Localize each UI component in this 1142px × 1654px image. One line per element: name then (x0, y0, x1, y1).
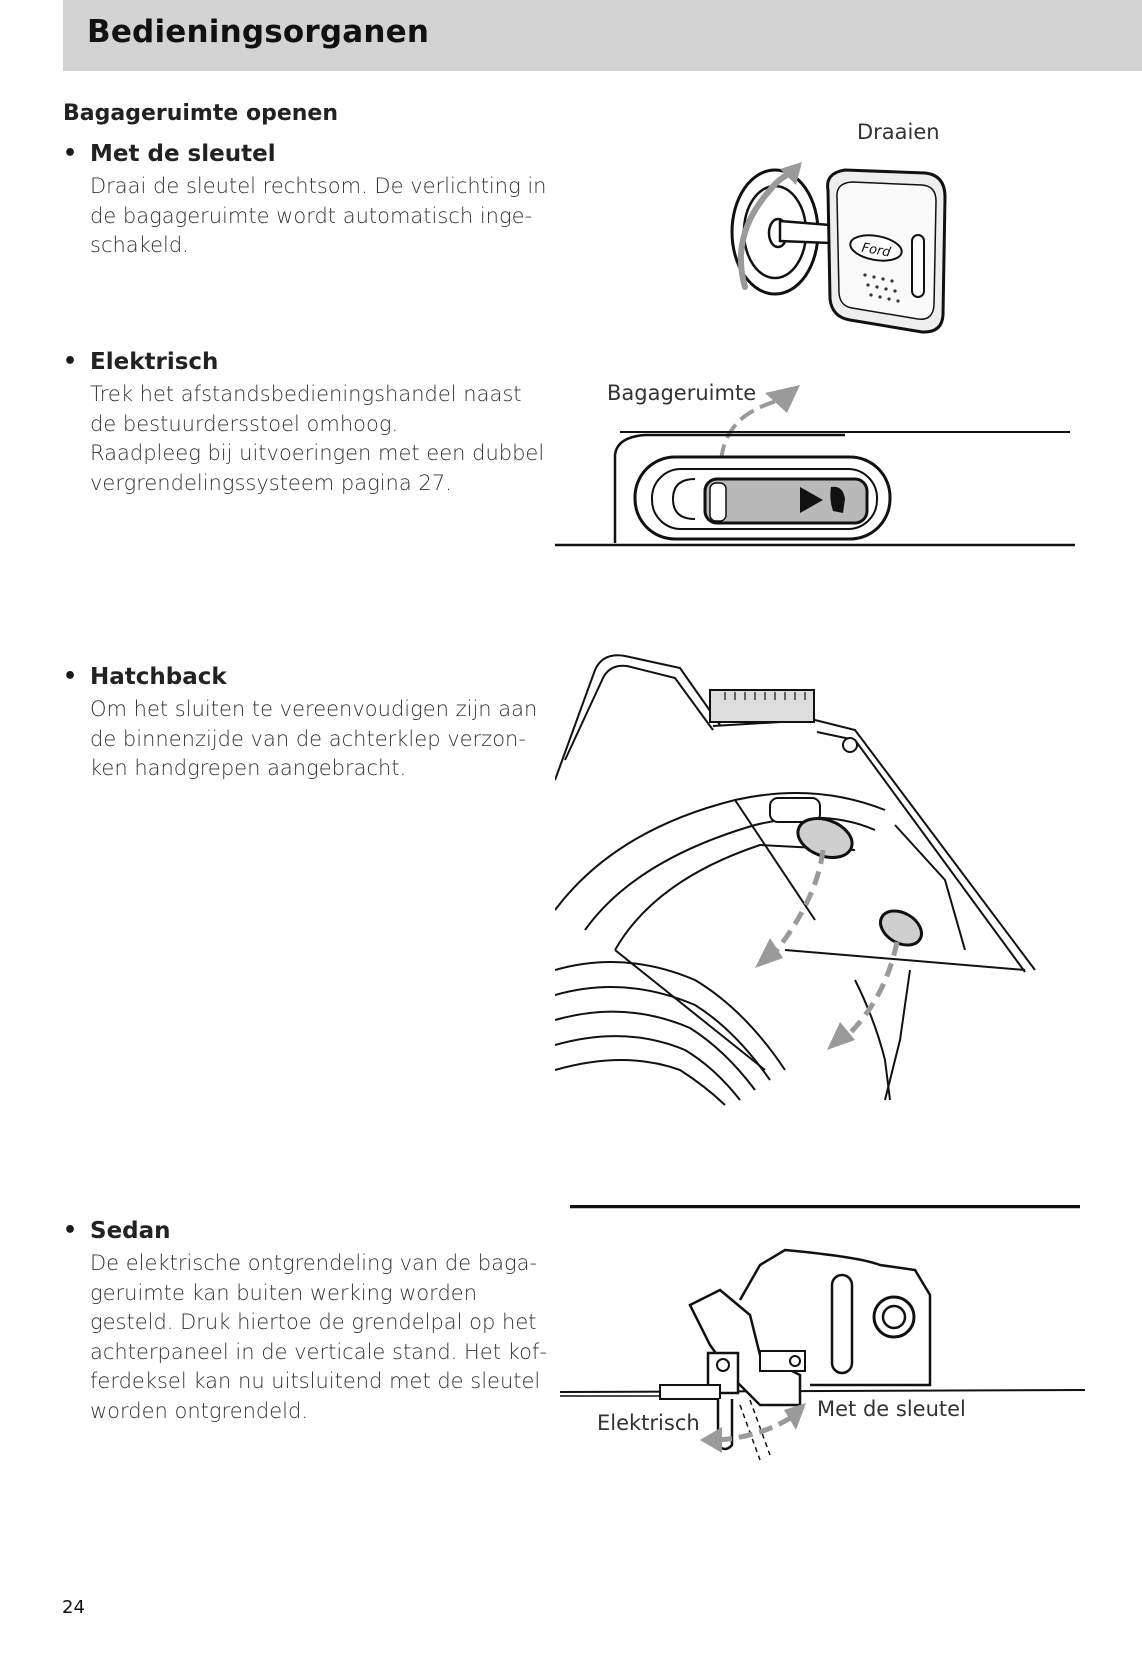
body-line: schakeld. (90, 233, 189, 257)
pull-arrow-head-1-icon (755, 938, 783, 968)
sedan-illustration (560, 1205, 1085, 1530)
bullet: • (63, 141, 78, 166)
body-line: Raadpleeg bij uitvoeringen met een dubbel (90, 441, 545, 465)
key-slot (912, 235, 924, 297)
ford-logo-text: Ford (860, 240, 892, 261)
item-elektrisch (63, 349, 563, 499)
body-line: vergrendelingssysteem pagina 27. (90, 470, 452, 495)
item-met-de-sleutel (63, 141, 563, 261)
sedan-label-left: Elektrisch (597, 1411, 700, 1435)
figure-lever (555, 375, 1085, 560)
key-label: Draaien (857, 120, 940, 144)
item-heading: Sedan (90, 1218, 171, 1244)
item-body (90, 695, 570, 784)
arm-pivot (790, 1356, 800, 1366)
lever-illustration (555, 375, 1085, 560)
figure-key (700, 115, 1060, 345)
bullet: • (63, 1218, 78, 1243)
cable-connector (660, 1385, 720, 1399)
body-line: De elektrische ontgrendeling van de baga- (90, 1251, 538, 1275)
lever-arrow-head-icon (765, 385, 800, 413)
body-line: worden ontgrendeld. (90, 1398, 309, 1423)
section-title: Bagageruimte openen (63, 101, 338, 126)
rear-panel-line (560, 1390, 1085, 1392)
lever-label: Bagageruimte (607, 381, 757, 405)
body-line: geruimte kan buiten werking worden (90, 1280, 478, 1305)
body-line: de bestuurdersstoel omhoog. (90, 411, 399, 436)
body-line: gesteld. Druk hiertoe de grendelpal op het (90, 1310, 537, 1334)
item-heading: Hatchback (90, 664, 227, 690)
key-illustration (700, 115, 1060, 345)
item-body (90, 172, 570, 261)
figure-hatch (555, 650, 1080, 1110)
body-line: ferdeksel kan nu uitsluitend met de sleutel (90, 1369, 541, 1393)
lever-grip (710, 483, 726, 521)
key-blade (780, 221, 830, 243)
hatch-bolt (843, 738, 857, 752)
body-line: de binnenzijde van de achterklep verzon- (90, 726, 526, 751)
item-body (90, 380, 570, 498)
hatch-illustration (555, 650, 1080, 1110)
body-line: ken handgrepen aangebracht. (90, 756, 407, 780)
body-line: Trek het afstandsbedieningshandel naast (90, 382, 522, 406)
switch-arrow-left-icon (700, 1427, 722, 1453)
pull-arrow-head-2-icon (827, 1022, 855, 1050)
item-body (90, 1249, 570, 1426)
hand-grip-recess-2 (874, 904, 927, 952)
page-title: Bedieningsorganen (87, 14, 430, 50)
item-sedan (63, 1218, 563, 1428)
item-hatchback (63, 664, 563, 784)
latch-slot (832, 1275, 852, 1373)
bullet: • (63, 349, 78, 374)
sedan-label-right: Met de sleutel (817, 1397, 966, 1421)
body-line: Draai de sleutel rechtsom. De verlichting in (90, 174, 547, 198)
body-line: Om het sluiten te vereenvoudigen zijn aan (90, 697, 538, 721)
latch-pivot (717, 1359, 729, 1371)
body-line: achterpaneel in de verticale stand. Het kof- (90, 1339, 547, 1364)
lock-cylinder-inner (883, 1306, 905, 1328)
page-number: 24 (62, 1597, 85, 1618)
bullet: • (63, 664, 78, 689)
item-heading: Met de sleutel (90, 141, 276, 167)
figure-sedan (560, 1205, 1085, 1530)
switch-arrow-right-icon (784, 1403, 806, 1430)
pull-arrow-1 (773, 850, 823, 955)
body-line: de bagageruimte wordt automatisch inge- (90, 203, 533, 228)
item-heading: Elektrisch (90, 349, 219, 375)
